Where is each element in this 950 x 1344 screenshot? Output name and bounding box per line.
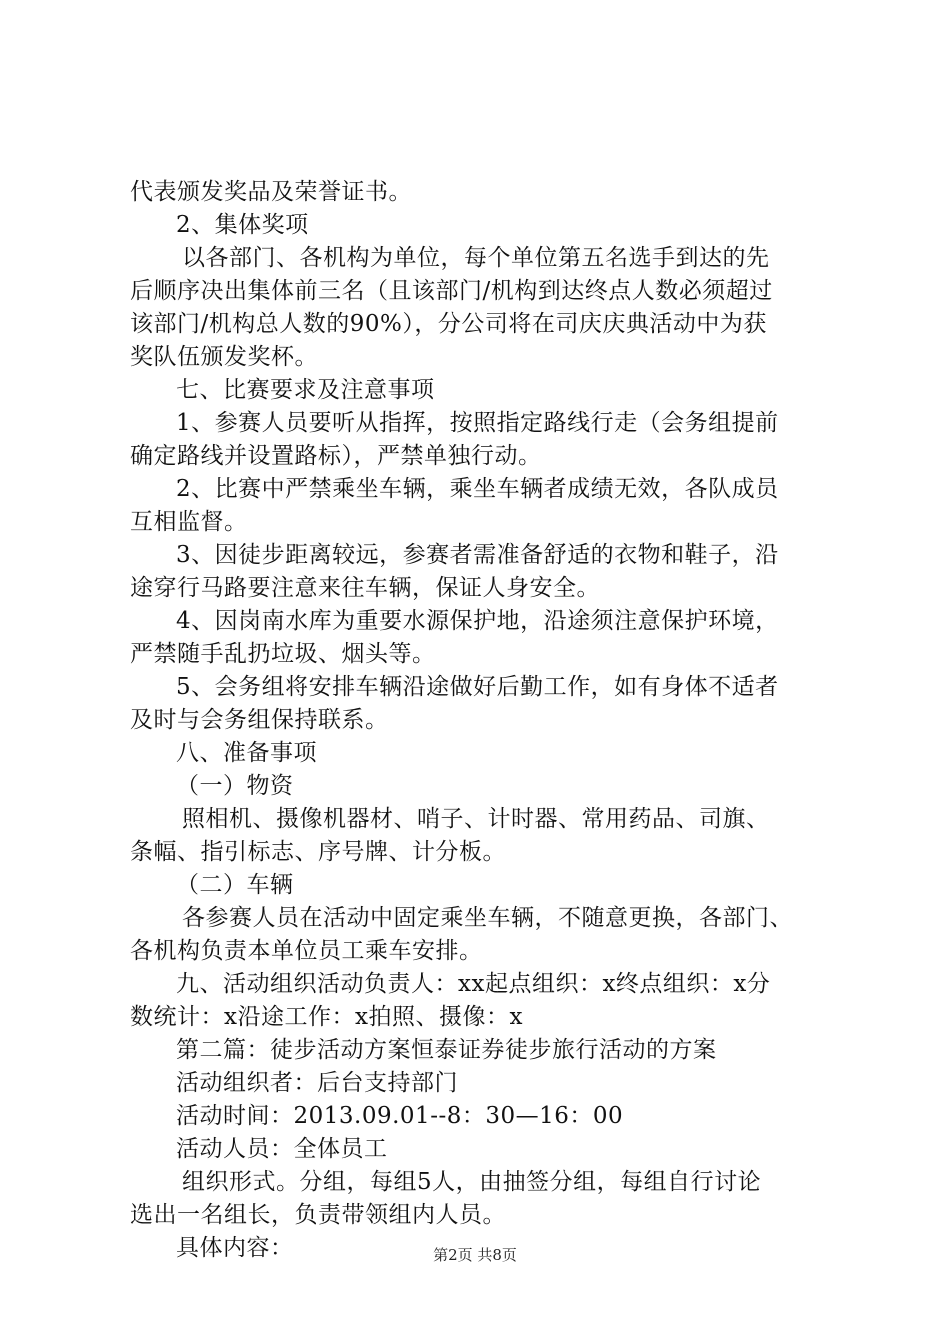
text-line: （二）车辆 [176,872,294,898]
text-line: 2、集体奖项 [176,212,309,238]
text-line: 活动时间：2013.09.01--8：30—16：00 [176,1103,624,1129]
text-line: 严禁随手乱扔垃圾、烟头等。 [130,641,436,667]
text-line: 数统计：x沿途工作：x拍照、摄像：x [130,1004,523,1030]
text-line: 组织形式。分组，每组5人，由抽签分组，每组自行讨论 [182,1169,762,1195]
text-line: 及时与会务组保持联系。 [130,707,389,733]
text-line: 八、准备事项 [176,740,317,766]
document-body [130,176,830,1265]
text-line: 各机构负责本单位员工乘车安排。 [130,938,483,964]
text-line: 后顺序决出集体前三名（且该部门/机构到达终点人数必须超过 [130,278,773,304]
text-line: 奖队伍颁发奖杯。 [130,344,318,370]
text-line: 3、因徒步距离较远，参赛者需准备舒适的衣物和鞋子，沿 [176,542,779,568]
text-line: 七、比赛要求及注意事项 [176,377,435,403]
text-line: 九、活动组织活动负责人：xx起点组织：x终点组织：x分 [176,971,771,997]
text-line: 各参赛人员在活动中固定乘坐车辆，不随意更换，各部门、 [182,905,793,931]
text-line: 途穿行马路要注意来往车辆，保证人身安全。 [130,575,600,601]
text-line: 条幅、指引标志、序号牌、计分板。 [130,839,506,865]
text-line: 以各部门、各机构为单位，每个单位第五名选手到达的先 [182,245,770,271]
text-line: 互相监督。 [130,509,248,535]
text-line: 活动人员：全体员工 [176,1136,388,1162]
text-line: 确定路线并设置路标），严禁单独行动。 [130,443,542,469]
text-line: 选出一名组长，负责带领组内人员。 [130,1202,506,1228]
text-line: 该部门/机构总人数的90%），分公司将在司庆庆典活动中为获 [130,311,767,337]
text-line: 1、参赛人员要听从指挥，按照指定路线行走（会务组提前 [176,410,779,436]
page-footer: 第2页 共8页 [433,1246,517,1264]
text-line: （一）物资 [176,773,294,799]
text-line: 具体内容： [176,1235,294,1261]
text-line: 2、比赛中严禁乘坐车辆，乘坐车辆者成绩无效，各队成员 [176,476,779,502]
text-line: 代表颁发奖品及荣誉证书。 [130,179,412,205]
text-line: 活动组织者：后台支持部门 [176,1070,458,1096]
text-line: 照相机、摄像机器材、哨子、计时器、常用药品、司旗、 [182,806,770,832]
text-line: 4、因岗南水库为重要水源保护地，沿途须注意保护环境， [176,608,779,634]
text-line: 5、会务组将安排车辆沿途做好后勤工作，如有身体不适者 [176,674,779,700]
text-line: 第二篇：徒步活动方案恒泰证券徒步旅行活动的方案 [176,1037,717,1063]
